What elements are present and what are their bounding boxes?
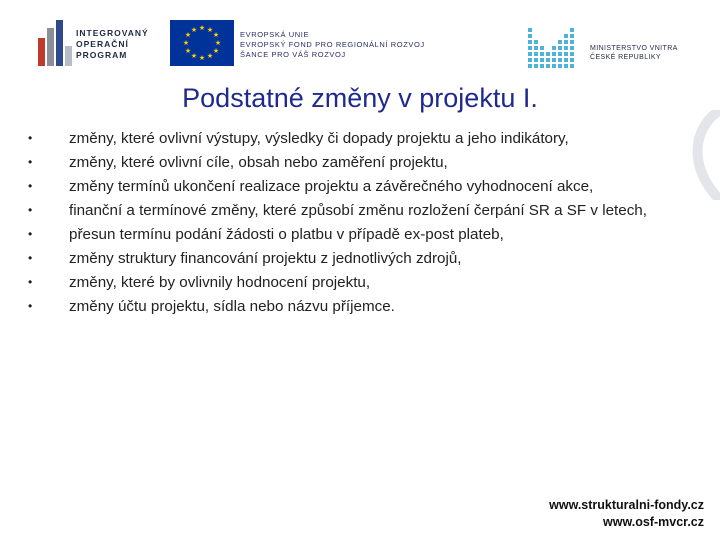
page-title: Podstatné změny v projektu I. bbox=[182, 83, 538, 113]
svg-text:★: ★ bbox=[198, 24, 206, 32]
svg-text:★: ★ bbox=[190, 52, 198, 60]
iop-bars-icon bbox=[38, 20, 72, 66]
list-item-text: změny termínů ukončení realizace projektu a závěrečného vyhodnocení akce, bbox=[69, 178, 594, 195]
list-item bbox=[28, 224, 678, 246]
list-item-text: změny, které by ovlivnily hodnocení projektu, bbox=[69, 274, 371, 291]
eu-logo-line: EVROPSKÝ FOND PRO REGIONÁLNÍ ROZVOJ bbox=[240, 40, 425, 49]
bullet-dot: • bbox=[28, 251, 33, 265]
bullet-dot: • bbox=[28, 275, 33, 289]
bullet-dot: • bbox=[28, 131, 33, 145]
list-item-text: změny, které ovlivní výstupy, výsledky či dopady projektu a jeho indikátory, bbox=[69, 130, 569, 147]
ministry-logo-line: MINISTERSTVO VNITRA bbox=[590, 45, 678, 52]
iop-logo-line: PROGRAM bbox=[76, 50, 128, 60]
eu-logo bbox=[170, 20, 430, 66]
list-item bbox=[28, 272, 678, 294]
svg-text:★: ★ bbox=[184, 47, 192, 55]
eu-logo-line: ŠANCE PRO VÁŠ ROZVOJ bbox=[240, 50, 346, 59]
svg-text:★: ★ bbox=[214, 39, 222, 47]
footer-link-osf[interactable]: www.osf-mvcr.cz bbox=[603, 515, 704, 529]
iop-logo-line: INTEGROVANÝ bbox=[76, 28, 149, 38]
ministry-logo-line: ČESKÉ REPUBLIKY bbox=[590, 54, 661, 61]
footer-links bbox=[549, 497, 704, 531]
bullet-dot: • bbox=[28, 155, 33, 169]
list-item bbox=[28, 248, 678, 270]
svg-text:★: ★ bbox=[212, 47, 220, 55]
list-item-text: změny, které ovlivní cíle, obsah nebo zaměření projektu, bbox=[69, 154, 448, 171]
svg-text:★: ★ bbox=[190, 26, 198, 34]
svg-text:★: ★ bbox=[182, 39, 190, 47]
list-item-text: změny účtu projektu, sídla nebo názvu příjemce. bbox=[69, 298, 395, 315]
svg-text:★: ★ bbox=[206, 26, 214, 34]
eu-flag-icon bbox=[170, 20, 234, 66]
bullet-dot: • bbox=[28, 179, 33, 193]
svg-text:★: ★ bbox=[206, 52, 214, 60]
bullet-dot: • bbox=[28, 227, 33, 241]
iop-logo bbox=[38, 20, 158, 66]
list-item bbox=[28, 176, 678, 198]
eu-logo-line: EVROPSKÁ UNIE bbox=[240, 30, 310, 39]
list-item-text: finanční a termínové změny, které způsobí změnu rozložení čerpání SR a SF v letech, bbox=[69, 202, 647, 219]
list-item bbox=[28, 296, 678, 318]
iop-logo-line: OPERAČNÍ bbox=[76, 39, 129, 49]
footer-link-structural-funds[interactable]: www.strukturalni-fondy.cz bbox=[549, 498, 704, 512]
bullet-dot: • bbox=[28, 299, 33, 313]
svg-text:★: ★ bbox=[198, 54, 206, 62]
list-item bbox=[28, 152, 678, 174]
ministry-logo bbox=[528, 28, 688, 72]
bullet-list bbox=[28, 128, 678, 320]
ministry-grid-icon bbox=[528, 28, 582, 72]
list-item-text: změny struktury financování projektu z jednotlivých zdrojů, bbox=[69, 250, 462, 267]
list-item bbox=[28, 128, 678, 150]
bullet-dot: • bbox=[28, 203, 33, 217]
list-item-text: přesun termínu podání žádosti o platbu v případě ex-post plateb, bbox=[69, 226, 504, 243]
svg-text:★: ★ bbox=[212, 31, 220, 39]
svg-text:★: ★ bbox=[184, 31, 192, 39]
list-item bbox=[28, 200, 678, 222]
